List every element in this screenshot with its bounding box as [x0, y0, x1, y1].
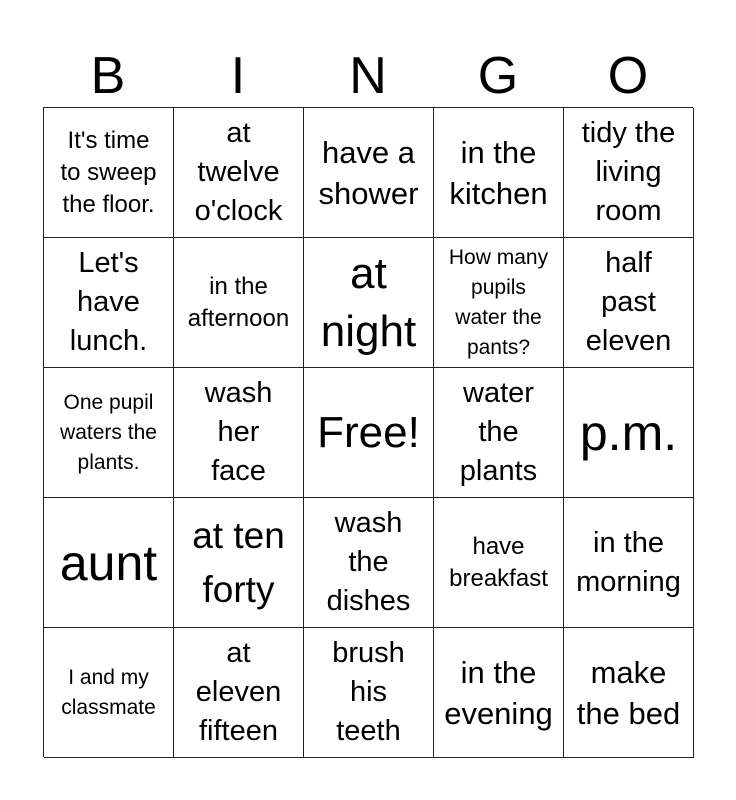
cell-text: p.m.: [579, 404, 678, 461]
cell-text: aunt: [59, 534, 158, 591]
cell-text: at eleven fifteen: [195, 637, 282, 747]
cell-text: I and my classmate: [61, 665, 156, 719]
cell-text: in the morning: [576, 526, 681, 598]
bingo-cell[interactable]: [174, 238, 304, 368]
bingo-cell[interactable]: [434, 368, 564, 498]
bingo-cell[interactable]: [174, 628, 304, 758]
cell-text: How many pupils water the pants?: [448, 245, 549, 359]
cell-text: have a shower: [318, 134, 419, 211]
bingo-header: [43, 44, 693, 108]
cell-text: at twelve o'clock: [194, 117, 283, 227]
bingo-cell[interactable]: [434, 238, 564, 368]
bingo-cell[interactable]: [304, 238, 434, 368]
bingo-cell[interactable]: [174, 108, 304, 238]
cell-text: at night: [320, 248, 417, 356]
bingo-cell[interactable]: [304, 498, 434, 628]
bingo-cell[interactable]: [564, 368, 694, 498]
cell-text: brush his teeth: [332, 637, 405, 747]
cell-text: tidy the living room: [581, 117, 676, 227]
bingo-cell[interactable]: [44, 108, 174, 238]
bingo-cell[interactable]: [174, 368, 304, 498]
cell-text: One pupil waters the plants.: [60, 390, 157, 474]
bingo-cell[interactable]: [564, 628, 694, 758]
bingo-cell[interactable]: [564, 498, 694, 628]
bingo-cell[interactable]: [434, 108, 564, 238]
cell-text: in the evening: [444, 654, 553, 731]
cell-text: It's time to sweep the floor.: [60, 126, 157, 218]
header-letter-n: N: [349, 47, 387, 105]
cell-text: in the afternoon: [187, 272, 290, 332]
bingo-cell[interactable]: [304, 108, 434, 238]
bingo-cell[interactable]: [44, 498, 174, 628]
header-letter-o: O: [607, 47, 649, 105]
cell-text: wash the dishes: [326, 507, 411, 617]
bingo-cell[interactable]: [564, 238, 694, 368]
bingo-cell[interactable]: [564, 108, 694, 238]
bingo-cell[interactable]: [174, 498, 304, 628]
cell-text: water the plants: [459, 377, 538, 487]
cell-text: wash her face: [204, 377, 273, 487]
bingo-board: [43, 107, 693, 757]
header-letter-g: G: [477, 47, 519, 105]
cell-text: half past eleven: [585, 247, 672, 357]
header-letter-i: I: [230, 47, 246, 105]
bingo-cell[interactable]: [44, 368, 174, 498]
bingo-cell[interactable]: [434, 628, 564, 758]
header-letter-b: B: [90, 47, 126, 105]
bingo-cell[interactable]: [304, 628, 434, 758]
bingo-cell[interactable]: [434, 498, 564, 628]
free-space[interactable]: [304, 368, 434, 498]
cell-text: have breakfast: [449, 532, 548, 592]
cell-text: Free!: [317, 407, 420, 457]
cell-text: Let's have lunch.: [69, 247, 148, 357]
cell-text: at ten forty: [192, 514, 285, 610]
bingo-cell[interactable]: [44, 628, 174, 758]
bingo-cell[interactable]: [44, 238, 174, 368]
cell-text: make the bed: [576, 654, 681, 731]
cell-text: in the kitchen: [449, 134, 548, 211]
